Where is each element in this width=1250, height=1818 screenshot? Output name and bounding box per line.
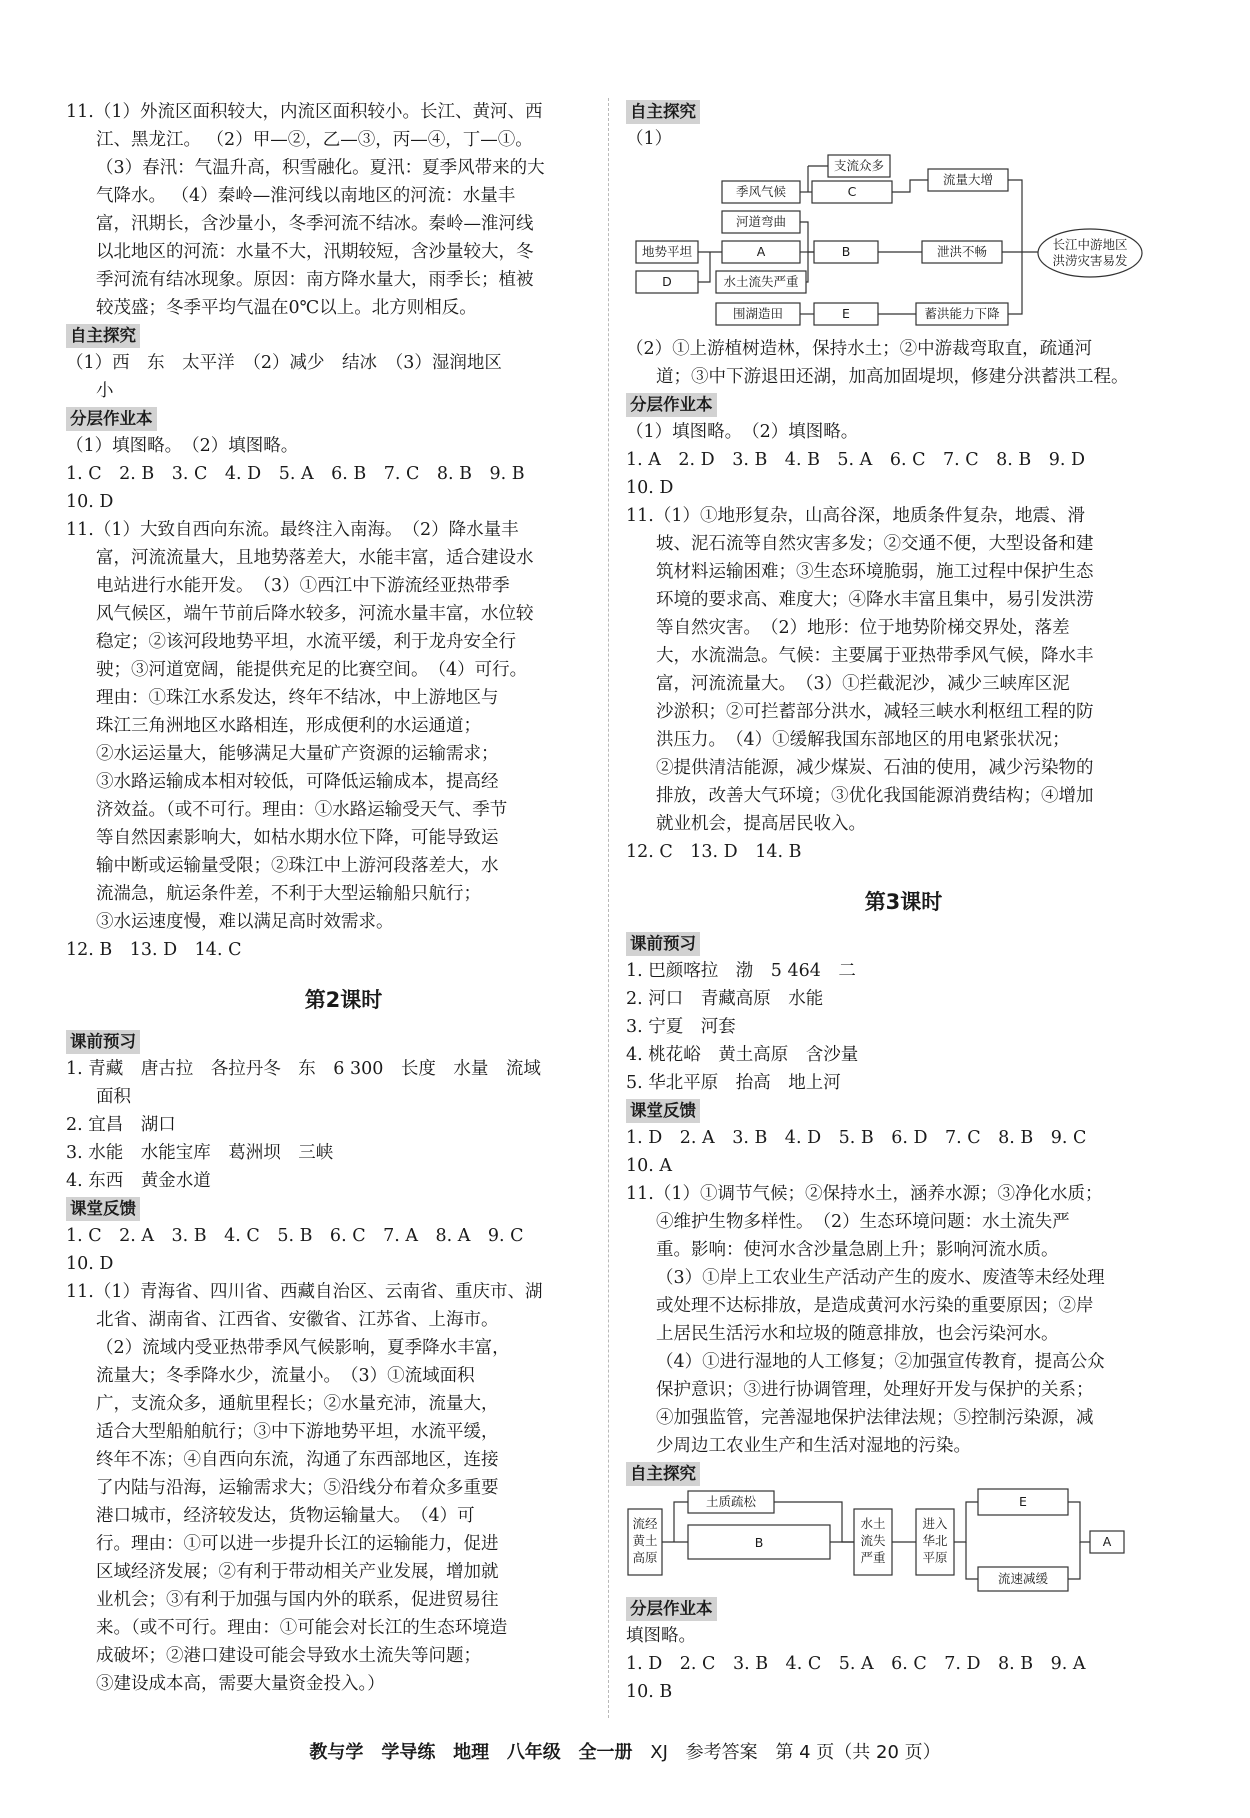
- left-q11b-block: [66, 516, 621, 936]
- text-line: 流湍急，航运条件差，不利于大型运输船只航行；: [96, 884, 481, 904]
- label-zhiliu: 支流众多: [833, 158, 885, 173]
- text-line: （3）①岸上工农业生产活动产生的废水、废渣等未经处理: [656, 1268, 1105, 1288]
- label-shuitu1: 水土: [860, 1516, 886, 1531]
- label-shuitu: 水土流失严重: [723, 274, 799, 289]
- arrow: [1008, 180, 1022, 314]
- text-line: 等自然因素影响大，如枯水期水位下降，可能导致运: [96, 828, 499, 848]
- answer-line: 1. D 2. A 3. B 4. D 5. B 6. D 7. C 8. B 9. C: [626, 1128, 1087, 1148]
- right-column: [626, 98, 1181, 1706]
- label-shuitu2: 流失: [860, 1533, 886, 1548]
- text-line: （2）流域内受亚热带季风气候影响，夏季降水丰富，: [96, 1338, 510, 1358]
- answer-line: 1. D 2. C 3. B 4. C 5. A 6. C 7. D 8. B 9. A: [626, 1654, 1086, 1674]
- text-line: 3. 宁夏 河套: [626, 1017, 736, 1037]
- text-line: 3. 水能 水能宝库 葛洲坝 三峡: [66, 1143, 334, 1163]
- page-footer: [0, 1738, 1250, 1764]
- section-header: 课前预习: [66, 1030, 140, 1054]
- text-line: 面积: [96, 1087, 131, 1107]
- arrow: [892, 180, 928, 192]
- answer-line: 10. D: [626, 478, 674, 498]
- label-xuhong: 蓄洪能力下降: [924, 306, 1000, 321]
- text-line: 11.（1）①调节气候；②保持水土，涵养水源；③净化水质；: [626, 1184, 1103, 1204]
- text-line: 以北地区的河流：水量不大，汛期较短，含沙量较大，冬: [96, 242, 534, 262]
- label-c: C: [847, 184, 857, 199]
- text-line: 少周边工农业生产和生活对湿地的污染。: [656, 1436, 971, 1456]
- label-jinru1: 进入: [922, 1516, 948, 1531]
- text-line: ③建设成本高，需要大量资金投入。）: [96, 1674, 385, 1694]
- text-line: 就业机会，提高居民收入。: [656, 814, 866, 834]
- section-header: 自主探究: [626, 1462, 700, 1486]
- text-line: 1. 巴颜喀拉 渤 5 464 二: [626, 961, 856, 981]
- text-line: 或处理不达标排放，是造成黄河水污染的重要原因；②岸: [656, 1296, 1094, 1316]
- footer-grade: 八年级: [506, 1742, 561, 1763]
- text-line: （2）①上游植树造林，保持水土；②中游裁弯取直，疏通河: [626, 339, 1093, 359]
- text-line: 填图略。: [626, 1626, 696, 1646]
- text-line: 业机会；③有利于加强与国内外的联系，促进贸易往: [96, 1590, 499, 1610]
- label-b: B: [841, 244, 851, 259]
- text-line: ③水路运输成本相对较低，可降低运输成本，提高经: [96, 772, 499, 792]
- text-line: 环境的要求高、难度大；④降水丰富且集中，易引发洪涝: [656, 590, 1094, 610]
- text-line: 济效益。（或不可行。理由：①水路运输受天气、季节: [96, 800, 508, 820]
- section-header: 分层作业本: [626, 1597, 717, 1621]
- text-line: 4. 桃花峪 黄土高原 含沙量: [626, 1045, 859, 1065]
- text-line: 富，河流流量大，且地势落差大，水能丰富，适合建设水: [96, 548, 534, 568]
- footer-brand: 教与学 学导练: [309, 1742, 436, 1763]
- text-line: 驶；③河道宽阔，能提供充足的比赛空间。 （4）可行。: [96, 660, 528, 680]
- text-line: 保护意识；③进行协调管理，处理好开发与保护的关系；: [656, 1380, 1094, 1400]
- answer-line: 10. B: [626, 1682, 673, 1702]
- answer-line: 1. C 2. A 3. B 4. C 5. B 6. C 7. A 8. A 9. C: [66, 1226, 524, 1246]
- left-q11-block: [66, 98, 621, 322]
- answer-line: 1. A 2. D 3. B 4. B 5. A 6. C 7. C 8. B 9. D: [626, 450, 1086, 470]
- footer-page: 第 4 页（共 20 页）: [775, 1742, 941, 1763]
- text-line: 气降水。 （4）秦岭—淮河线以南地区的河流：水量丰: [96, 186, 516, 206]
- text-line: 4. 东西 黄金水道: [66, 1171, 211, 1191]
- text-line: 11.（1）大致自西向东流。最终注入南海。 （2）降水量丰: [66, 520, 519, 540]
- answer-line: 10. A: [626, 1156, 673, 1176]
- section-header: 分层作业本: [626, 393, 717, 417]
- arrow: [674, 1502, 688, 1542]
- text-line: 稳定；②该河段地势平坦，水流平缓，利于龙舟安全行: [96, 632, 516, 652]
- label-b2: B: [754, 1535, 764, 1550]
- label-liuliang: 流量大增: [942, 172, 994, 187]
- lesson-title: 第3课时: [864, 890, 943, 914]
- text-line: 区域经济发展；②有利于带动相关产业发展，增加就: [96, 1562, 499, 1582]
- answer-line: 10. D: [66, 492, 114, 512]
- text-line: 2. 河口 青藏高原 水能: [626, 989, 824, 1009]
- text-line: ②提供清洁能源，减少煤炭、石油的使用，减少污染物的: [656, 758, 1094, 778]
- text-line: 道；③中下游退田还湖，加高加固堤坝，修建分洪蓄洪工程。: [656, 367, 1129, 387]
- text-line: 流量大；冬季降水少，流量小。 （3）①流域面积: [96, 1366, 475, 1386]
- footer-edition: XJ: [650, 1742, 668, 1763]
- label-e: E: [842, 306, 850, 321]
- label-jinru3: 平原: [922, 1550, 948, 1565]
- text-line: ③水运速度慢，难以满足高时效需求。: [96, 912, 394, 932]
- label-dishi: 地势平坦: [641, 244, 693, 259]
- label-hedao: 河道弯曲: [735, 214, 787, 229]
- yellow-river-diagram: [626, 1487, 1181, 1595]
- lesson-title: 第2课时: [304, 988, 383, 1012]
- section-header: 分层作业本: [66, 407, 157, 431]
- text-line: 珠江三角洲地区水路相连，形成便利的水运通道；: [96, 716, 481, 736]
- text-line: 了内陆与沿海，运输需求大；⑤沿线分布着众多重要: [96, 1478, 499, 1498]
- text-line: 港口城市，经济较发达，货物运输量大。 （4）可: [96, 1506, 475, 1526]
- label-result2: 洪涝灾害易发: [1052, 253, 1128, 268]
- arrow: [966, 1542, 978, 1579]
- section-header: 课前预习: [626, 932, 700, 956]
- footer-subject: 地理: [453, 1742, 490, 1763]
- text-line: 北省、湖南省、江西省、安徽省、江苏省、上海市。: [96, 1310, 499, 1330]
- text-line: 终年不冻；④自西向东流，沟通了东西部地区，连接: [96, 1450, 499, 1470]
- right-q11b-block: [626, 1180, 1181, 1460]
- text-line: 来。（或不可行。理由：①可能会对长江的生态环境造: [96, 1618, 508, 1638]
- answer-line: 1. C 2. B 3. C 4. D 5. A 6. B 7. C 8. B 9. B: [66, 464, 525, 484]
- text-line: 季河流有结冰现象。原因：南方降水量大，雨季长；植被: [96, 270, 534, 290]
- label-jifeng: 季风气候: [735, 184, 787, 199]
- text-line: 重。影响：使河水含沙量急剧上升；影响河流水质。: [656, 1240, 1059, 1260]
- text-line: 较茂盛；冬季平均气温在0℃以上。北方则相反。: [96, 298, 477, 318]
- answer-line: 12. C 13. D 14. B: [626, 842, 802, 862]
- flood-cause-diagram: [626, 153, 1181, 335]
- label-result1: 长江中游地区: [1052, 237, 1128, 252]
- section-header: 课堂反馈: [66, 1197, 140, 1221]
- text-line: 洪压力。 （4）①缓解我国东部地区的用电紧张状况；: [656, 730, 1070, 750]
- label-a: A: [756, 244, 766, 259]
- text-line: 大，水流湍急。气候：主要属于亚热带季风气候，降水丰: [656, 646, 1094, 666]
- text-line: （1）: [626, 129, 673, 149]
- section-header: 课堂反馈: [626, 1099, 700, 1123]
- text-line: 筑材料运输困难；③生态环境脆弱，施工过程中保护生态: [656, 562, 1094, 582]
- text-line: 适合大型船舶航行；③中下游地势平坦，水流平缓，: [96, 1422, 499, 1442]
- text-line: 11.（1）青海省、四川省、西藏自治区、云南省、重庆市、湖: [66, 1282, 543, 1302]
- arrow: [954, 1502, 978, 1542]
- text-line: 11.（1）①地形复杂，山高谷深，地质条件复杂，地震、滑: [626, 506, 1085, 526]
- left-column: [66, 98, 621, 1698]
- text-line: （1）西 东 太平洋 （2）减少 结冰 （3）湿润地区: [66, 353, 502, 373]
- text-line: 坡、泥石流等自然灾害多发；②交通不便，大型设备和建: [656, 534, 1094, 554]
- text-line: 电站进行水能开发。 （3）①西江中下游流经亚热带季: [96, 576, 510, 596]
- label-a2: A: [1102, 1534, 1112, 1549]
- text-line: 5. 华北平原 抬高 地上河: [626, 1073, 841, 1093]
- arrow: [1068, 1502, 1090, 1542]
- footer-kind: 参考答案: [685, 1742, 758, 1763]
- answer-line: 12. B 13. D 14. C: [66, 940, 242, 960]
- text-line: 上居民生活污水和垃圾的随意排放，也会污染河水。: [656, 1324, 1059, 1344]
- text-line: 富，河流流量大。 （3）①拦截泥沙，减少三峡库区泥: [656, 674, 1070, 694]
- text-line: 排放，改善大气环境；③优化我国能源消费结构；④增加: [656, 786, 1094, 806]
- text-line: 输中断或运输量受限；②珠江中上游河段落差大，水: [96, 856, 499, 876]
- text-line: 成破坏；②港口建设可能会导致水土流失等问题；: [96, 1646, 481, 1666]
- footer-volume: 全一册: [578, 1742, 633, 1763]
- arrow: [800, 222, 814, 252]
- label-liujing2: 黄土: [632, 1533, 658, 1548]
- text-line: 理由：①珠江水系发达，终年不结冰，中上游地区与: [96, 688, 499, 708]
- section-header: 自主探究: [66, 324, 140, 348]
- label-liujing3: 高原: [632, 1550, 658, 1565]
- text-line: 风气候区，端午节前后降水较多，河流水量丰富，水位较: [96, 604, 534, 624]
- label-liusu: 流速减缓: [997, 1571, 1049, 1586]
- label-tuzhi: 土质疏松: [705, 1494, 757, 1509]
- text-line: 2. 宜昌 湖口: [66, 1115, 176, 1135]
- text-line: ②水运运量大，能够满足大量矿产资源的运输需求；: [96, 744, 499, 764]
- label-shuitu3: 严重: [860, 1550, 886, 1565]
- label-weihu: 围湖造田: [732, 306, 784, 321]
- text-line: 小: [96, 381, 114, 401]
- left-q11c-block: [66, 1278, 621, 1698]
- text-line: 沙淤积；②可拦蓄部分洪水，减轻三峡水利枢纽工程的防: [656, 702, 1094, 722]
- text-line: （3）春汛：气温升高，积雪融化。夏汛：夏季风带来的大: [96, 158, 545, 178]
- right-q11a-block: [626, 502, 1181, 838]
- text-line: （1）填图略。 （2）填图略。: [626, 422, 859, 442]
- text-line: 广，支流众多，通航里程长；②水量充沛，流量大，: [96, 1394, 499, 1414]
- text-line: 江、黑龙江。 （2）甲—②，乙—③，丙—④，丁—①。: [96, 130, 533, 150]
- label-liujing1: 流经: [632, 1516, 658, 1531]
- label-e2: E: [1019, 1494, 1027, 1509]
- text-line: ④加强监管，完善湿地保护法律法规；⑤控制污染源，减: [656, 1408, 1094, 1428]
- text-line: 等自然灾害。 （2）地形：位于地势阶梯交界处，落差: [656, 618, 1070, 638]
- text-line: （1）填图略。 （2）填图略。: [66, 436, 299, 456]
- answer-line: 10. D: [66, 1254, 114, 1274]
- text-line: 11.（1）外流区面积较大，内流区面积较小。长江、黄河、西: [66, 102, 543, 122]
- text-line: ④维护生物多样性。 （2）生态环境问题：水土流失严: [656, 1212, 1070, 1232]
- spacer: [1104, 1521, 1105, 1522]
- arrow: [1068, 1542, 1080, 1579]
- text-line: （4）①进行湿地的人工修复；②加强宣传教育，提高公众: [656, 1352, 1105, 1372]
- label-jinru2: 华北: [922, 1533, 948, 1548]
- label-xiehong: 泄洪不畅: [936, 244, 988, 259]
- label-d: D: [662, 274, 672, 289]
- text-line: 行。理由：①可以进一步提升长江的运输能力，促进: [96, 1534, 499, 1554]
- section-header: 自主探究: [626, 100, 700, 124]
- text-line: 富，汛期长，含沙量小，冬季河流不结冰。秦岭—淮河线: [96, 214, 534, 234]
- arrow: [698, 252, 710, 282]
- text-line: 1. 青藏 唐古拉 各拉丹冬 东 6 300 长度 水量 流域: [66, 1059, 541, 1079]
